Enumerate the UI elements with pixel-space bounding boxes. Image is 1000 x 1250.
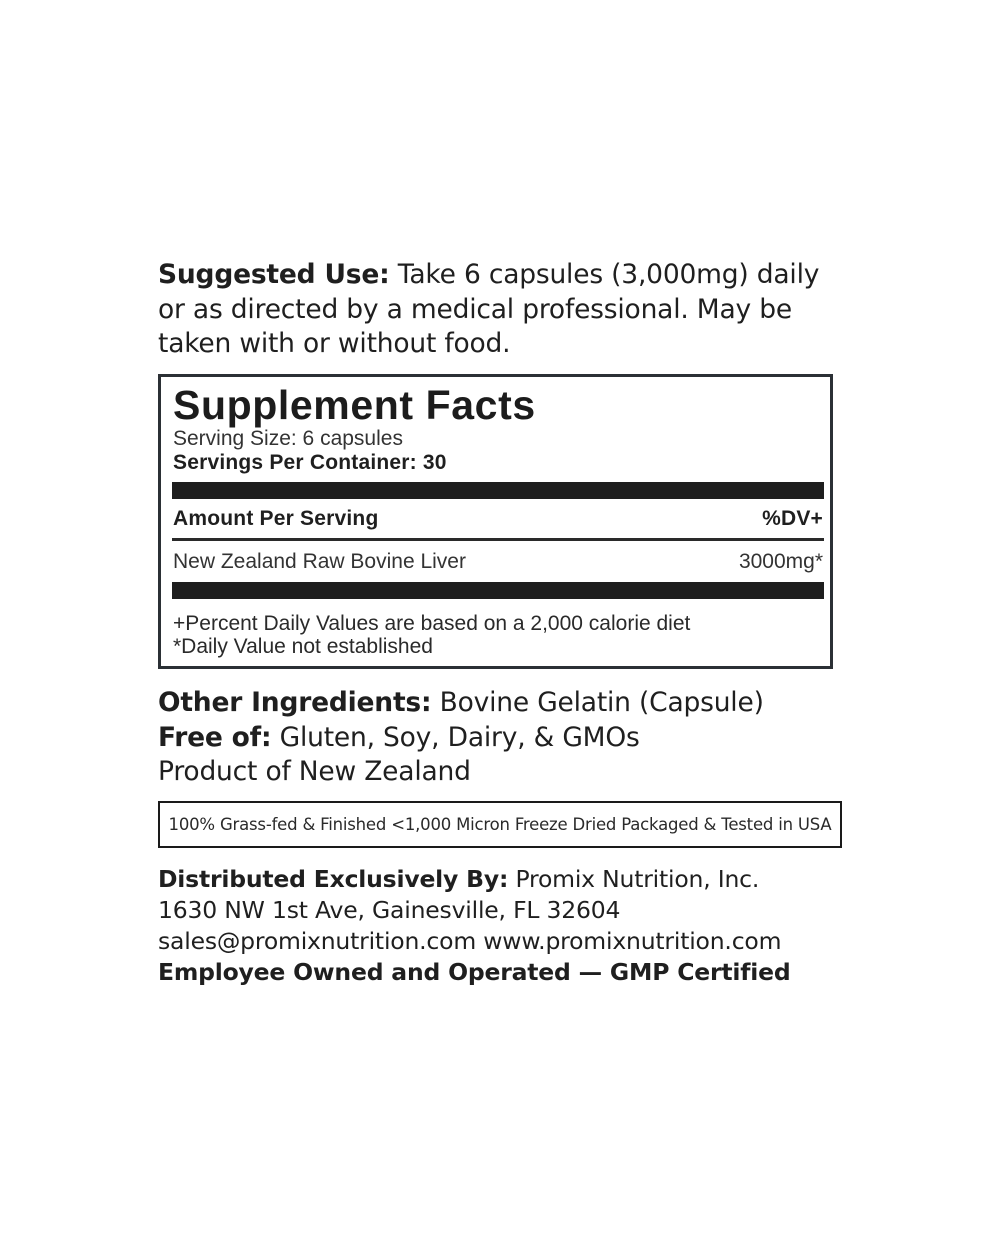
distributor-line	[158, 864, 791, 895]
suggested-use	[158, 258, 848, 362]
other-ingredients-line	[158, 686, 764, 721]
facts-divider-thick	[172, 482, 824, 499]
facts-footnote: *Daily Value not established	[173, 635, 433, 658]
facts-header-row	[173, 507, 823, 531]
distributor-section	[158, 864, 791, 988]
distributor-contact: sales@promixnutrition.com www.promixnutrition.com	[158, 927, 782, 955]
amount-per-serving-label: Amount Per Serving	[173, 507, 379, 530]
distributor-label: Distributed Exclusively By:	[158, 865, 509, 893]
quality-badge	[158, 801, 842, 848]
free-of-label: Free of:	[158, 721, 272, 753]
servings-per-container: Servings Per Container: 30	[173, 451, 447, 474]
facts-footnote: +Percent Daily Values are based on a 2,000 calorie diet	[173, 612, 691, 635]
supplement-facts-title: Supplement Facts	[173, 382, 536, 428]
other-ingredients-label: Other Ingredients:	[158, 687, 432, 718]
daily-value-label: %DV+	[762, 507, 823, 530]
quality-badge-text: 100% Grass-fed & Finished <1,000 Micron Freeze Dried Packaged & Tested in USA	[168, 815, 832, 834]
suggested-use-label: Suggested Use:	[158, 259, 390, 290]
supplement-facts-panel	[158, 374, 833, 669]
other-ingredients-text: Bovine Gelatin (Capsule)	[431, 687, 764, 718]
distributor-address: 1630 NW 1st Ave, Gainesville, FL 32604	[158, 896, 621, 924]
facts-divider-thin	[172, 538, 824, 541]
free-of-text: Gluten, Soy, Dairy, & GMOs	[271, 721, 640, 753]
distributor-tagline: Employee Owned and Operated — GMP Certified	[158, 958, 791, 986]
other-ingredients-section	[158, 686, 764, 790]
distributor-name: Promix Nutrition, Inc.	[508, 865, 760, 893]
facts-divider-thick	[172, 582, 824, 599]
product-origin: Product of New Zealand	[158, 756, 471, 787]
ingredient-amount: 3000mg*	[738, 550, 823, 573]
free-of-line	[158, 721, 764, 756]
suggested-use-text: Take 6 capsules (3,000mg) daily or as directed by a medical professional. May be taken with or without food.	[158, 259, 820, 359]
facts-ingredient-row	[173, 550, 823, 574]
serving-size: Serving Size: 6 capsules	[173, 427, 403, 450]
ingredient-name: New Zealand Raw Bovine Liver	[173, 550, 466, 573]
